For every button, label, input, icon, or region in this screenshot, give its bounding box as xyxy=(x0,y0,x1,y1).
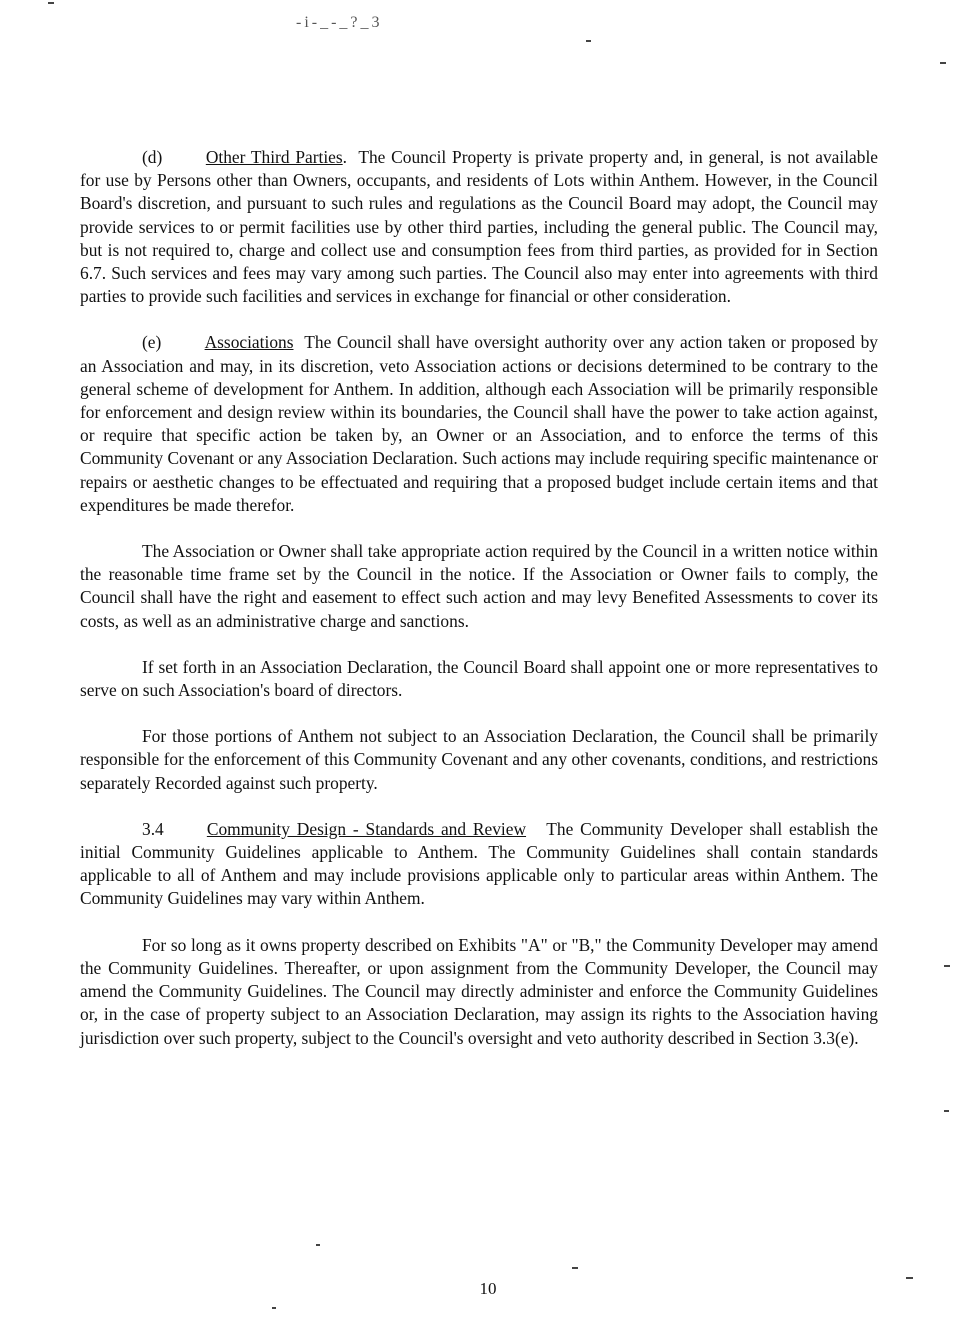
document-body xyxy=(80,146,878,1073)
paragraph-other-third-parties xyxy=(80,146,878,308)
paragraph-board-representatives xyxy=(80,656,878,702)
paragraph-text: For those portions of Anthem not subject to an Association Declaration, the Council shall be primarily responsible for the enforcement of this Community Covenant and any other covenants, conditions, and restrictions separately Recorded against such property. xyxy=(80,726,878,793)
paragraph-community-design xyxy=(80,818,878,911)
heading-punct: . xyxy=(342,147,348,167)
paragraph-text: The Community Developer shall establish the initial Community Guidelines applicable to Anthem. The Community Guidelines shall contain standards applicable to all of Anthem and may include provisions applicable only to particular areas within Anthem. The Community Guidelines may vary within Anthem. xyxy=(80,818,878,909)
paragraph-associations xyxy=(80,331,878,517)
page-number: 10 xyxy=(479,1279,497,1298)
paragraph-guidelines-amendment xyxy=(80,934,878,1050)
paragraph-enforcement xyxy=(80,725,878,795)
section-label: 3.4 xyxy=(142,818,164,839)
scan-speck xyxy=(586,40,591,42)
section-heading: Associations xyxy=(204,332,294,353)
paragraph-association-action xyxy=(80,540,878,633)
scan-speck xyxy=(906,1277,913,1279)
paragraph-text: The Council shall have oversight authority over any action taken or proposed by an Association and may, in its discretion, veto Association actions or decisions determined to be contrary to the general scheme of development for Anthem. In addition, although each Association will be primarily responsible for enforcement and design review within its boundaries, the Council shall have the power to take action against, or require that specific action be taken by, an Owner or an Association, and to enforce the terms of this Community Covenant or any Association Declaration. Such actions may include requiring specific maintenance or repairs or aesthetic changes to be effectuated and requiring that a proposed budget include certain items and that expenditures be made therefor. xyxy=(80,332,878,515)
section-label: (d) xyxy=(142,147,163,167)
scan-speck xyxy=(48,2,54,4)
paragraph-text: The Council Property is private property and, in general, is not available for use by Persons other than Owners, occupants, and residents of Lots within Anthem. However, in the Council Board's discretion, and pursuant to such rules and regulations as the Council Board may adopt, the Council may provide services to or permit facilities use by other third parties, including the general public. The Council may, but is not required to, charge and collect use and consumption fees from third parties, as provided for in Section 6.7. Such services and fees may vary among such parties. The Council also may enter into agreements with third parties to provide such facilities and services in exchange for financial or other consideration. xyxy=(80,147,879,307)
scan-speck xyxy=(272,1307,276,1309)
paragraph-text: If set forth in an Association Declaration, the Council Board shall appoint one or more representatives to serve on such Association's board of directors. xyxy=(80,656,878,701)
header-scan-mark: -i-_-_?_3 xyxy=(296,14,383,31)
section-heading: Other Third Parties xyxy=(205,147,343,167)
paragraph-text: The Association or Owner shall take appropriate action required by the Council in a written notice within the reasonable time frame set by the Council in the notice. If the Association or Owner fails to comply, the Council shall have the right and easement to effect such action and may levy Benefited Assessments to cover its costs, as well as an administrative charge and sanctions. xyxy=(80,541,878,631)
paragraph-text: For so long as it owns property described on Exhibits "A" or "B," the Community Developer may amend the Community Guidelines. Thereafter, or upon assignment from the Community Developer, the Council may amend the Community Guidelines. The Council may directly administer and enforce the Community Guidelines or, in the case of property subject to an Association Declaration, may assign its rights to the Association having jurisdiction over such property, subject to the Council's oversight and veto authority described in Section 3.3(e). xyxy=(80,934,878,1048)
scan-speck xyxy=(572,1267,578,1269)
section-heading: Community Design - Standards and Review xyxy=(206,818,527,839)
section-label: (e) xyxy=(142,332,162,353)
scan-speck xyxy=(316,1244,320,1246)
scan-speck xyxy=(944,965,950,967)
scan-speck xyxy=(944,1110,949,1112)
scan-speck xyxy=(940,62,946,64)
